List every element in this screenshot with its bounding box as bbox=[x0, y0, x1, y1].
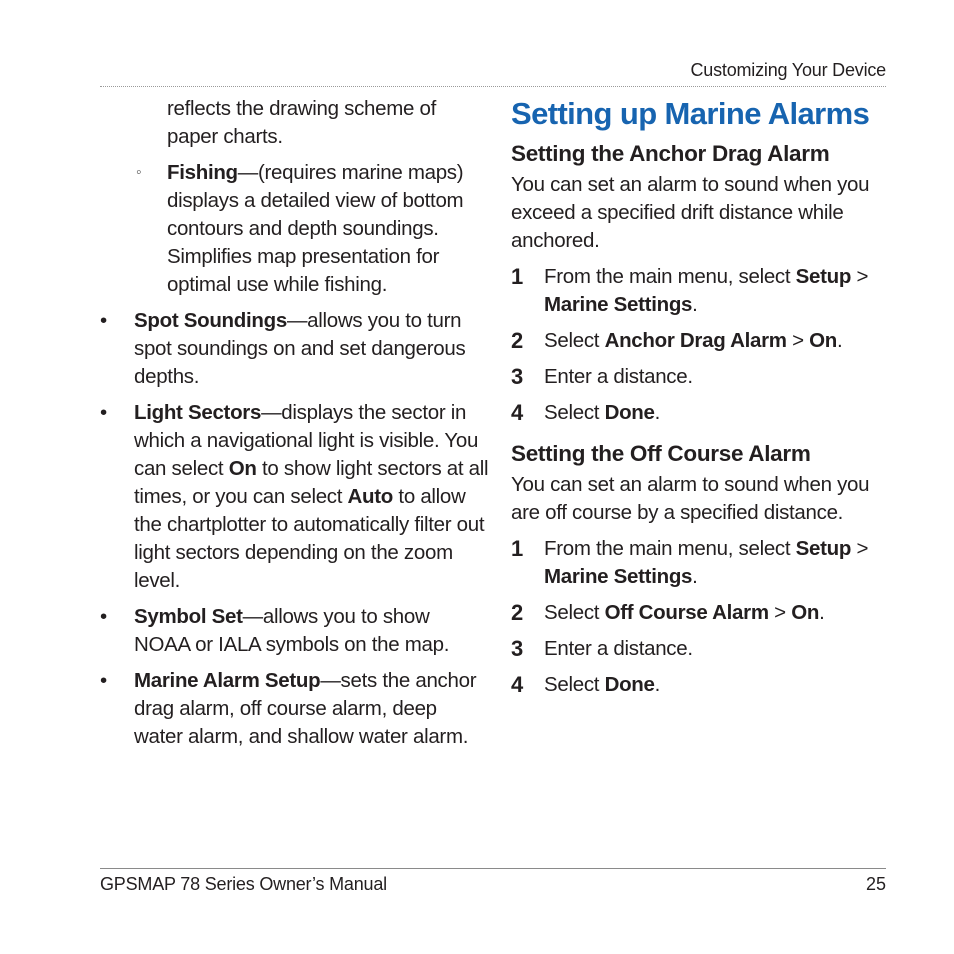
offcourse-step-1 bbox=[511, 535, 891, 591]
step-number: 1 bbox=[511, 264, 523, 289]
step-end: . bbox=[692, 293, 698, 316]
step-text: Enter a distance. bbox=[544, 637, 693, 660]
bullet-marker: • bbox=[100, 669, 107, 692]
left-column bbox=[100, 95, 490, 751]
step-text: Select bbox=[544, 329, 605, 352]
menu-setup: Setup bbox=[795, 537, 852, 560]
menu-separator: > bbox=[786, 329, 810, 352]
term-symbol-set: Symbol Set bbox=[134, 605, 243, 628]
desc-light-sectors-c: to allow the chartplotter to automatically filter out light sectors depending on the zoom level. bbox=[134, 485, 485, 592]
step-end: . bbox=[654, 401, 661, 424]
step-number: 3 bbox=[511, 364, 523, 389]
step-end: . bbox=[654, 673, 661, 696]
menu-marine-settings: Marine Settings bbox=[544, 565, 693, 588]
step-number: 2 bbox=[511, 328, 523, 353]
desc-fishing: —(requires marine maps) displays a detailed view of bottom contours and depth soundings. Simplifies map presentation for optimal use while fishing. bbox=[167, 161, 464, 296]
menu-on: On bbox=[809, 329, 838, 352]
term-light-sectors: Light Sectors bbox=[134, 401, 262, 424]
offcourse-step-3 bbox=[511, 635, 891, 663]
step-text: From the main menu, select bbox=[544, 265, 796, 288]
off-course-intro: You can set an alarm to sound when you are off course by a specified distance. bbox=[511, 473, 870, 524]
menu-done: Done bbox=[604, 401, 655, 424]
option-auto: Auto bbox=[347, 485, 394, 508]
step-number: 2 bbox=[511, 600, 523, 625]
bullet-light-sectors bbox=[100, 399, 490, 595]
step-number: 4 bbox=[511, 672, 523, 697]
page-number: 25 bbox=[865, 874, 886, 894]
offcourse-step-2 bbox=[511, 599, 891, 627]
desc-symbol-set: —allows you to show NOAA or IALA symbols on the map. bbox=[134, 605, 450, 656]
menu-separator: > bbox=[851, 537, 869, 560]
menu-marine-settings: Marine Settings bbox=[544, 293, 693, 316]
step-text: Select bbox=[544, 401, 605, 424]
bullet-spot-soundings bbox=[100, 307, 490, 391]
desc-light-sectors-b: to show light sectors at all times, or you can select bbox=[134, 457, 489, 508]
step-number: 1 bbox=[511, 536, 523, 561]
step-text: From the main menu, select bbox=[544, 537, 796, 560]
step-number: 3 bbox=[511, 636, 523, 661]
step-text: Select bbox=[544, 601, 605, 624]
step-number: 4 bbox=[511, 400, 523, 425]
menu-separator: > bbox=[851, 265, 869, 288]
step-text: Select bbox=[544, 673, 605, 696]
footer-divider bbox=[100, 868, 886, 869]
sub-bullet-fishing bbox=[100, 159, 490, 299]
desc-light-sectors-a: —displays the sector in which a navigational light is visible. You can select bbox=[134, 401, 479, 480]
step-text: Enter a distance. bbox=[544, 365, 693, 388]
anchor-drag-intro: You can set an alarm to sound when you exceed a specified drift distance while anchored. bbox=[511, 173, 870, 252]
bullet-marker: • bbox=[100, 401, 107, 424]
continuation-text: reflects the drawing scheme of paper charts. bbox=[167, 97, 437, 148]
off-course-heading: Setting the Off Course Alarm bbox=[511, 441, 811, 466]
desc-spot-soundings: —allows you to turn spot soundings on and set dangerous depths. bbox=[134, 309, 466, 388]
step-end: . bbox=[692, 565, 698, 588]
term-spot-soundings: Spot Soundings bbox=[134, 309, 287, 332]
term-marine-alarm-setup: Marine Alarm Setup bbox=[134, 669, 321, 692]
anchor-step-2 bbox=[511, 327, 891, 355]
menu-done: Done bbox=[604, 673, 655, 696]
anchor-drag-heading: Setting the Anchor Drag Alarm bbox=[511, 141, 830, 166]
section-title: Setting up Marine Alarms bbox=[511, 96, 870, 131]
step-end: . bbox=[837, 329, 843, 352]
menu-off-course-alarm: Off Course Alarm bbox=[604, 601, 769, 624]
desc-marine-alarm-setup: —sets the anchor drag alarm, off course alarm, deep water alarm, and shallow water alarm. bbox=[134, 669, 477, 748]
term-fishing: Fishing bbox=[167, 161, 238, 184]
step-end: . bbox=[819, 601, 825, 624]
menu-separator: > bbox=[768, 601, 792, 624]
bullet-marine-alarm-setup bbox=[100, 667, 490, 751]
offcourse-step-4 bbox=[511, 671, 891, 699]
bullet-marker: • bbox=[100, 309, 107, 332]
running-header: Customizing Your Device bbox=[690, 60, 886, 80]
anchor-step-4 bbox=[511, 399, 891, 427]
anchor-step-1 bbox=[511, 263, 891, 319]
option-on: On bbox=[228, 457, 257, 480]
right-column bbox=[511, 95, 891, 699]
header-divider bbox=[100, 86, 886, 87]
anchor-step-3 bbox=[511, 363, 891, 391]
menu-on: On bbox=[791, 601, 820, 624]
menu-setup: Setup bbox=[795, 265, 852, 288]
menu-anchor-drag-alarm: Anchor Drag Alarm bbox=[604, 329, 787, 352]
sub-bullet-marker: ◦ bbox=[136, 164, 142, 181]
bullet-symbol-set bbox=[100, 603, 490, 659]
manual-title: GPSMAP 78 Series Owner’s Manual bbox=[100, 874, 387, 894]
bullet-marker: • bbox=[100, 605, 107, 628]
